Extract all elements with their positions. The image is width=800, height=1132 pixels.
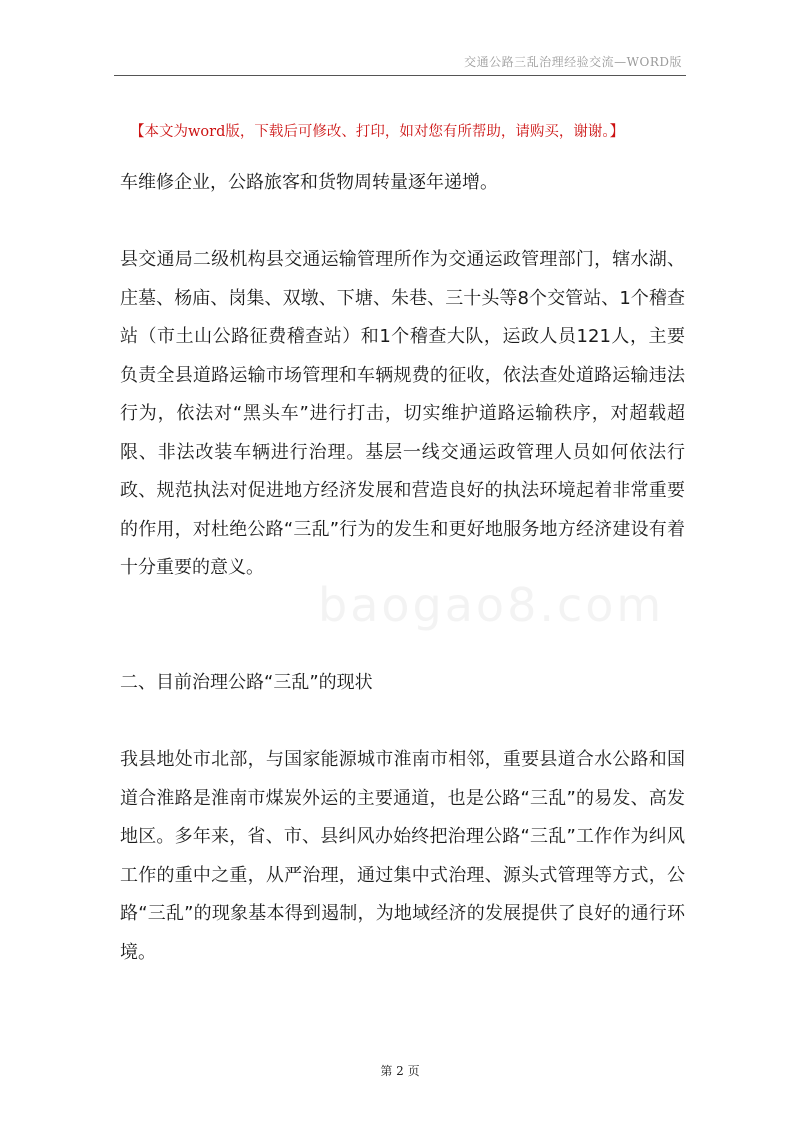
section-heading: 二、目前治理公路“三乱”的现状 bbox=[120, 672, 373, 693]
purchase-notice: 【本文为word版，下载后可修改、打印，如对您有所帮助，请购买，谢谢。】 bbox=[130, 124, 625, 140]
watermark: baogao8.com bbox=[318, 578, 665, 632]
header-divider bbox=[114, 75, 686, 76]
paragraph-2: 县交通局二级机构县交通运输管理所作为交通运政管理部门，辖水湖、庄墓、杨庙、岗集、双墩、下塘、朱巷、三十头等8个交管站、1个稽查站（市土山公路征费稽查站）和1个稽查大队，运政人员121人，主要负责全县道路运输市场管理和车辆规费的征收，依法查处道路运输违法行为，依法对“黑头车”进行打击，切实维护道路运输秩序，对超载超限、非法改装车辆进行治理。基层一线交通运政管理人员如何依法行政、规范执法对促进地方经济发展和营造良好的执法环境起着非常重要的作用，对杜绝公路“三乱”行为的发生和更好地服务地方经济建设有着十分重要的意义。 bbox=[120, 249, 685, 578]
running-header: 交通公路三乱治理经验交流—WORD版 bbox=[464, 55, 682, 69]
paragraph-1: 车维修企业，公路旅客和货物周转量逐年递增。 bbox=[120, 172, 498, 193]
paragraph-3: 我县地处市北部，与国家能源城市淮南市相邻，重要县道合水公路和国道合淮路是淮南市煤炭外运的主要通道，也是公路“三乱”的易发、高发地区。多年来，省、市、县纠风办始终把治理公路“三乱”工作作为纠风工作的重中之重，从严治理，通过集中式治理、源头式管理等方式，公路“三乱”的现象基本得到遏制，为地域经济的发展提供了良好的通行环境。 bbox=[120, 749, 685, 963]
page-number: 第 2 页 bbox=[380, 1064, 420, 1078]
